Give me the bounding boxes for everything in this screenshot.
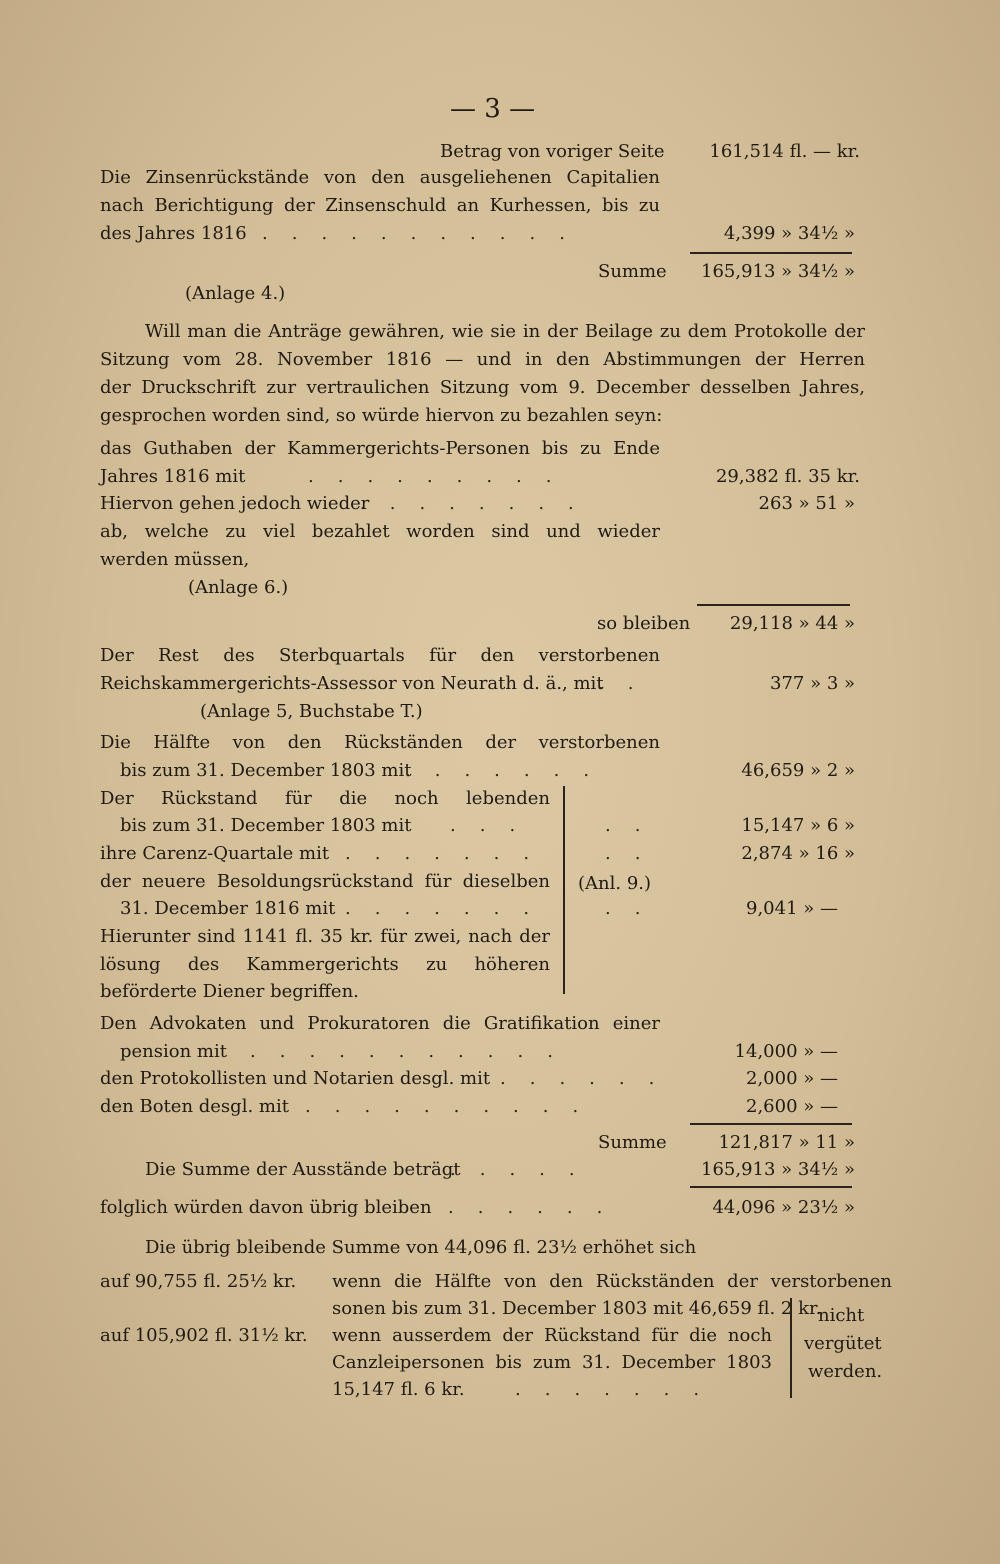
sum-label: Summe [598,261,667,282]
item-line: Der Rückstand für die noch lebenden [100,788,550,809]
note-bracket [790,1298,792,1398]
amount: 4,399 » 34½ » [723,223,855,244]
dot-leader: ... [450,815,540,836]
item-line: den Boten desgl. mit [100,1096,289,1117]
paragraph-line: gesprochen worden sind, so würde hiervon zu bezahlen seyn: [100,405,663,426]
amount: 263 » 51 » [758,493,855,514]
remain-label: so bleiben [597,613,691,634]
option-text: wenn die Hälfte von den Rückständen der verstorbenen [332,1271,892,1292]
item-line: pension mit [120,1041,227,1062]
item-line: 31. December 1816 mit [120,898,336,919]
carry-over-label: Betrag von voriger Seite [440,141,665,162]
sum-amount: 121,817 » 11 » [718,1132,855,1153]
item-line: bis zum 31. December 1803 mit [120,815,412,836]
item-line: das Guthaben der Kammergerichts-Personen bis zu Ende [100,438,660,459]
amount: 9,041 » — [746,898,838,919]
annex-reference: (Anlage 5, Buchstabe T.) [200,701,423,722]
paragraph-line: der Druckschrift zur vertraulichen Sitzung vom 9. December desselben Jahres, [100,377,865,398]
item-line: Hiervon gehen jedoch wieder [100,493,370,514]
item-line: lösung des Kammergerichts zu höheren [100,954,550,975]
item-line: ihre Carenz-Quartale mit [100,843,330,864]
dot-leader: ..... [450,1159,599,1180]
amount: 14,000 » — [734,1041,838,1062]
footer-intro: Die übrig bleibende Summe von 44,096 fl. 23½ erhöhet sich [145,1237,697,1258]
option-text: 15,147 fl. 6 kr. [332,1379,465,1400]
item-line: Jahres 1816 mit [100,466,246,487]
option-text: sonen bis zum 31. December 1803 mit 46,659 fl. 2 kr. [332,1298,822,1319]
remain-amount: 29,118 » 44 » [729,613,855,634]
item-line: Den Advokaten und Prokuratoren die Gratifikation einer [100,1013,660,1034]
amount: 2,000 » — [746,1068,838,1089]
dot-leader: ...... [500,1068,679,1089]
item-line: den Protokollisten und Notarien desgl. mit [100,1068,491,1089]
dot-leader: ....... [345,898,554,919]
item-line: bis zum 31. December 1803 mit [120,760,412,781]
sum-amount: 165,913 » 34½ » [701,261,855,282]
amount: 2,874 » 16 » [741,843,855,864]
note-text: nicht [818,1305,865,1326]
text-line: des Jahres 1816 [100,223,247,244]
text-line: nach Berichtigung der Zinsenschuld an Kurhessen, bis zu [100,195,660,216]
dot-leader: ...... [448,1197,627,1218]
dot-leader: .. [605,843,665,864]
dot-leader: ....... [345,843,554,864]
sum-rule [690,252,852,254]
option-text: wenn ausserdem der Rückstand für die noch [332,1325,772,1346]
paragraph-line: Sitzung vom 28. November 1816 — und in den Abstimmungen der Herren [100,349,865,370]
text-line: Die Zinsenrückstände von den ausgeliehenen Capitalien [100,167,660,188]
amount: 29,382 fl. 35 kr. [715,466,860,487]
annex-reference: (Anlage 6.) [188,577,289,598]
dot-leader: .......... [305,1096,603,1117]
page-number: — 3 — [450,94,536,124]
remaining-amount: 44,096 » 23½ » [712,1197,855,1218]
option-amount: auf 90,755 fl. 25½ kr. [100,1271,297,1292]
group-bracket [563,786,565,994]
remaining-label: folglich würden davon übrig bleiben [100,1197,432,1218]
dot-leader: ........... [262,223,589,244]
dot-leader: .. [598,673,658,694]
item-line: werden müssen, [100,549,250,570]
subtotal-rule [697,604,850,606]
dot-leader: ....... [405,760,614,781]
outstanding-amount: 165,913 » 34½ » [701,1159,855,1180]
item-line: der neuere Besoldungsrückstand für dieselben [100,871,550,892]
dot-leader: .. [605,898,665,919]
amount: 15,147 » 6 » [741,815,855,836]
item-line: Reichskammergerichts-Assessor von Neurath d. ä., mit [100,673,604,694]
amount: 2,600 » — [746,1096,838,1117]
sum-label: Summe [598,1132,667,1153]
dot-leader: ......... [308,466,576,487]
dot-leader: ........ [360,493,598,514]
amount: 46,659 » 2 » [741,760,855,781]
item-line: beförderte Diener begriffen. [100,981,359,1002]
item-line: Die Hälfte von den Rückständen der verstorbenen [100,732,660,753]
annex-reference: (Anlage 4.) [185,283,286,304]
annex-reference: (Anl. 9.) [578,873,652,894]
outstanding-label: Die Summe der Ausstände beträgt [145,1159,461,1180]
amount: 377 » 3 » [770,673,855,694]
item-line: ab, welche zu viel bezahlet worden sind und wieder [100,521,660,542]
carry-over-amount: 161,514 fl. — kr. [709,141,860,162]
note-text: werden. [808,1361,883,1382]
item-line: Hierunter sind 1141 fl. 35 kr. für zwei, nach der [100,926,550,947]
note-text: vergütet [804,1333,882,1354]
dot-leader: ........... [250,1041,577,1062]
option-amount: auf 105,902 fl. 31½ kr. [100,1325,308,1346]
item-line: Der Rest des Sterbquartals für den verstorbenen [100,645,660,666]
dot-leader: .. [605,815,665,836]
sum-rule [690,1123,852,1125]
paragraph-line: Will man die Anträge gewähren, wie sie in der Beilage zu dem Protokolle der [145,321,865,342]
sum-rule [690,1186,852,1188]
dot-leader: ....... [515,1379,724,1400]
option-text: Canzleipersonen bis zum 31. December 1803 [332,1352,772,1373]
